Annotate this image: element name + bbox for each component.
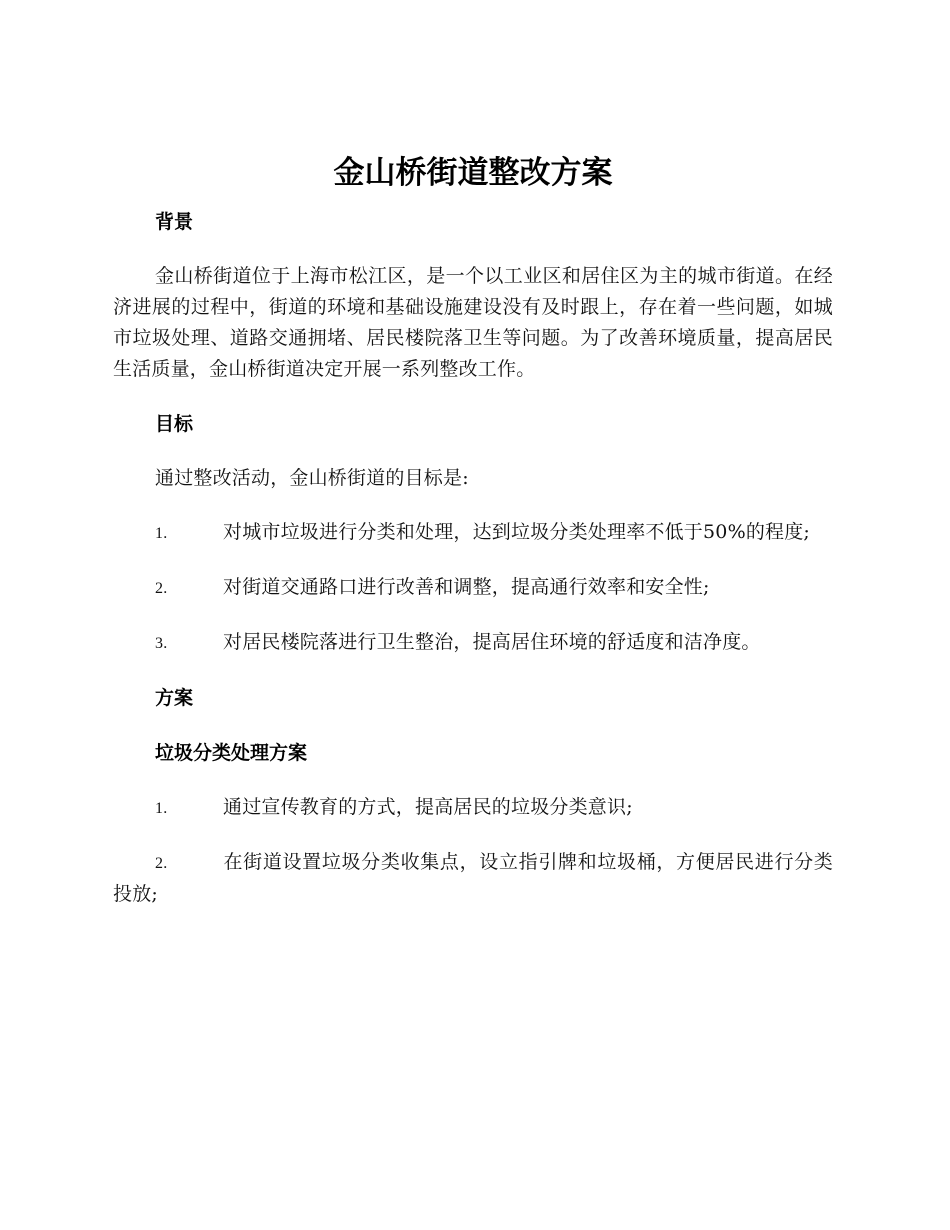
list-number: 2. (155, 580, 168, 597)
section-heading-background: 背景 (155, 211, 194, 233)
goal-item (113, 627, 833, 659)
goal-item (113, 572, 833, 604)
list-number: 2. (155, 855, 168, 872)
list-text: 对街道交通路口进行改善和调整，提高通行效率和安全性; (223, 576, 710, 598)
list-text: 对城市垃圾进行分类和处理，达到垃圾分类处理率不低于50%的程度; (223, 521, 811, 543)
goal-item (113, 517, 833, 549)
list-text: 对居民楼院落进行卫生整治，提高居住环境的舒适度和洁净度。 (223, 631, 761, 653)
list-number: 1. (155, 525, 168, 542)
list-text: 通过宣传教育的方式，提高居民的垃圾分类意识; (223, 796, 633, 818)
background-paragraph: 金山桥街道位于上海市松江区，是一个以工业区和居住区为主的城市街道。在经济进展的过程中，街道的环境和基础设施建设没有及时跟上，存在着一些问题，如城市垃圾处理、道路交通拥堵、居民楼院落卫生等问题。为了改善环境质量，提高居民生活质量，金山桥街道决定开展一系列整改工作。 (113, 265, 833, 380)
list-number: 1. (155, 800, 168, 817)
subsection-heading-waste: 垃圾分类处理方案 (155, 742, 308, 764)
section-heading-goals: 目标 (155, 413, 194, 435)
plan-item (113, 792, 833, 824)
list-number: 3. (155, 635, 168, 652)
plan-item (113, 847, 833, 910)
list-text: 在街道设置垃圾分类收集点，设立指引牌和垃圾桶，方便居民进行分类投放; (113, 851, 833, 905)
document-body (113, 150, 833, 910)
goals-intro: 通过整改活动，金山桥街道的目标是: (155, 467, 469, 489)
section-heading-plan: 方案 (155, 687, 194, 709)
document-title: 金山桥街道整改方案 (333, 155, 613, 191)
